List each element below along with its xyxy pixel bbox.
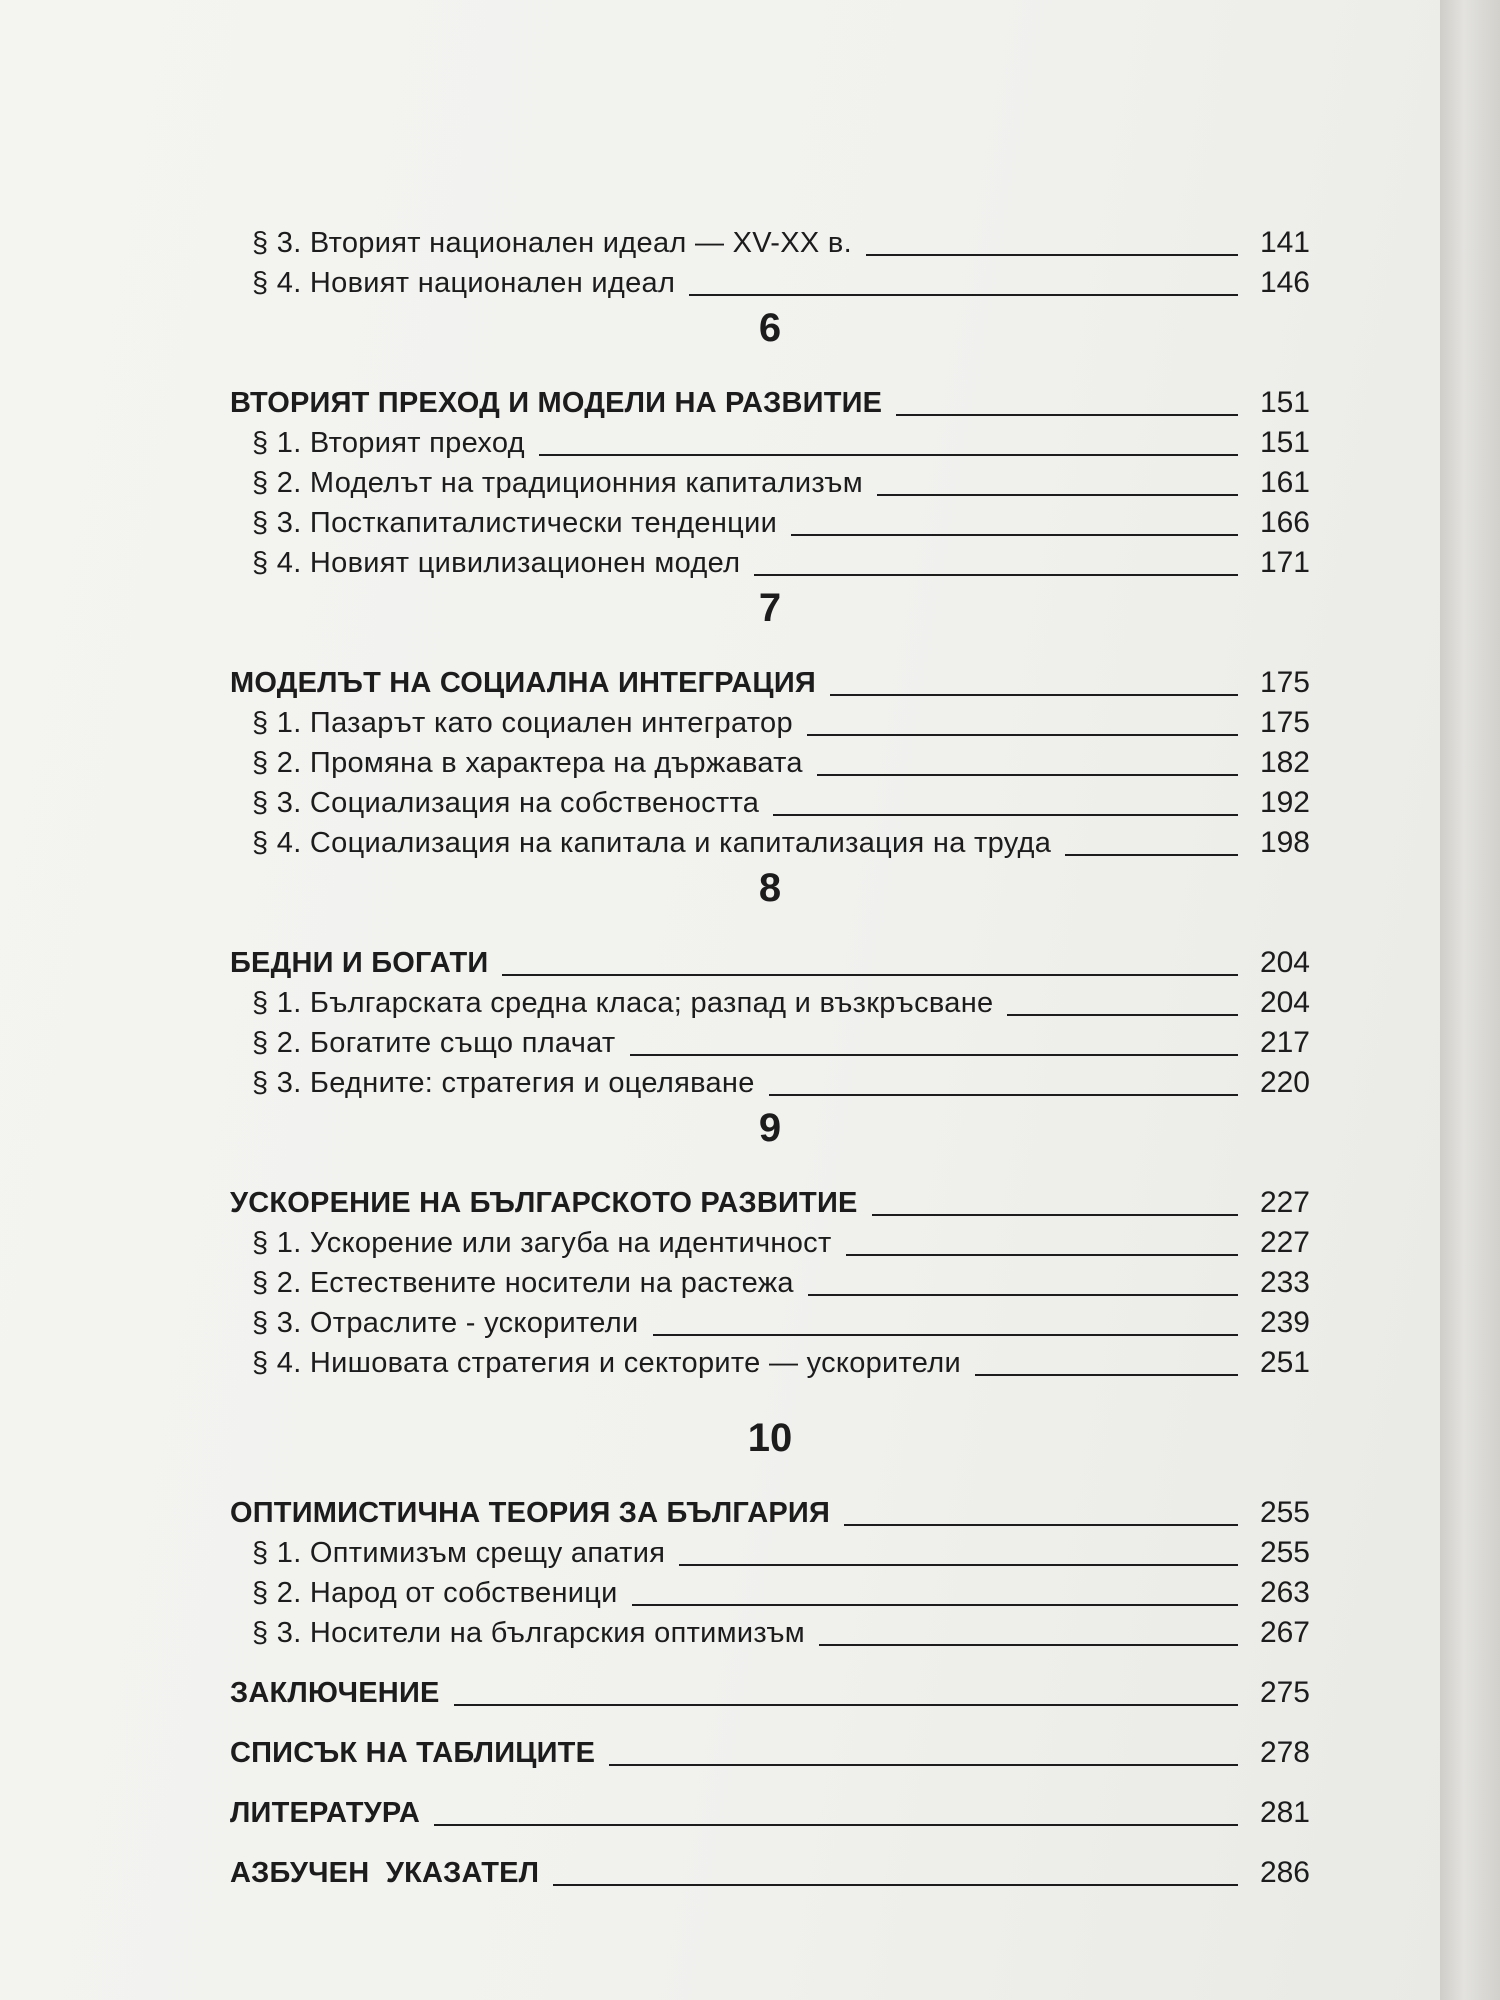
chapter-title: ОПТИМИСТИЧНА ТЕОРИЯ ЗА БЪЛГАРИЯ <box>230 1497 831 1529</box>
section-title: § 3. Вторият национален идеал — XV-XX в. <box>252 227 852 259</box>
page-number: 286 <box>1259 1856 1310 1889</box>
toc-section-entry <box>230 220 1310 260</box>
toc-section-entry <box>230 540 1310 580</box>
page-number: 182 <box>1259 746 1310 779</box>
leader-line <box>866 254 1238 256</box>
leader-line <box>630 1054 1239 1056</box>
leader-line <box>539 454 1238 456</box>
section-title: § 2. Промяна в характера на държавата <box>252 747 803 779</box>
page-number: 146 <box>1259 266 1310 299</box>
toc-section-entry <box>230 500 1310 540</box>
leader-line <box>975 1374 1238 1376</box>
leader-line <box>896 414 1238 416</box>
leader-line <box>609 1764 1238 1766</box>
page-number: 141 <box>1259 226 1310 259</box>
chapter-number: 9 <box>758 1106 782 1150</box>
toc-section-entry <box>230 460 1310 500</box>
toc-section-entry <box>230 1260 1310 1300</box>
section-title: § 1. Пазарът като социален интегратор <box>252 707 793 739</box>
leader-line <box>679 1564 1238 1566</box>
leader-line <box>830 694 1238 696</box>
chapter-title: УСКОРЕНИЕ НА БЪЛГАРСКОТО РАЗВИТИЕ <box>230 1187 858 1219</box>
toc-backmatter-entry <box>230 1730 1310 1770</box>
section-title: § 2. Моделът на традиционния капитализъм <box>252 467 863 499</box>
page-number: 255 <box>1259 1536 1310 1569</box>
chapter-title: БЕДНИ И БОГАТИ <box>230 947 489 979</box>
page-number: 251 <box>1259 1346 1310 1379</box>
toc-chapter-entry <box>230 660 1310 700</box>
section-title: § 1. Ускорение или загуба на идентичност <box>252 1227 832 1259</box>
page-number: 151 <box>1259 386 1310 419</box>
chapter-title: ВТОРИЯТ ПРЕХОД И МОДЕЛИ НА РАЗВИТИЕ <box>230 387 883 419</box>
leader-line <box>754 574 1238 576</box>
toc-backmatter-entry <box>230 1850 1310 1890</box>
toc-section-entry <box>230 820 1310 860</box>
backmatter-title: АЗБУЧЕН УКАЗАТЕЛ <box>230 1857 540 1889</box>
page-number: 255 <box>1259 1496 1310 1529</box>
section-title: § 2. Естествените носители на растежа <box>252 1267 794 1299</box>
section-title: § 3. Социализация на собствеността <box>252 787 760 819</box>
section-title: § 1. Вторият преход <box>252 427 525 459</box>
section-title: § 1. Българската средна класа; разпад и възкръсване <box>252 987 994 1019</box>
leader-line <box>791 534 1238 536</box>
page-number: 281 <box>1259 1796 1310 1829</box>
page-number: 175 <box>1259 666 1310 699</box>
page-number: 227 <box>1259 1226 1310 1259</box>
toc-section-entry <box>230 980 1310 1020</box>
page-number: 171 <box>1259 546 1310 579</box>
section-title: § 4. Новият цивилизационен модел <box>252 547 741 579</box>
toc-section-entry <box>230 1340 1310 1380</box>
section-title: § 3. Носители на българския оптимизъм <box>252 1617 806 1649</box>
backmatter-title: ЛИТЕРАТУРА <box>230 1797 421 1829</box>
leader-line <box>872 1214 1238 1216</box>
toc-backmatter-entry <box>230 1790 1310 1830</box>
section-title: § 3. Бедните: стратегия и оцеляване <box>252 1067 755 1099</box>
toc-section-entry <box>230 260 1310 300</box>
section-title: § 4. Нишовата стратегия и секторите — ускорители <box>252 1347 961 1379</box>
toc-chapter-entry <box>230 380 1310 420</box>
toc-section-entry <box>230 420 1310 460</box>
toc-section-entry <box>230 1570 1310 1610</box>
page-number: 263 <box>1259 1576 1310 1609</box>
page-number: 192 <box>1259 786 1310 819</box>
leader-line <box>807 734 1238 736</box>
page-number: 161 <box>1259 466 1310 499</box>
section-title: § 2. Народ от собственици <box>252 1577 618 1609</box>
toc-chapter-entry <box>230 940 1310 980</box>
leader-line <box>653 1334 1239 1336</box>
chapter-number: 7 <box>758 586 782 630</box>
page-edge <box>1440 0 1500 2000</box>
page-number: 227 <box>1259 1186 1310 1219</box>
toc-section-entry <box>230 1530 1310 1570</box>
toc-section-entry <box>230 700 1310 740</box>
leader-line <box>434 1824 1238 1826</box>
toc-section-entry <box>230 1060 1310 1100</box>
leader-line <box>817 774 1238 776</box>
toc-section-entry <box>230 1610 1310 1650</box>
leader-line <box>632 1604 1238 1606</box>
page-number: 204 <box>1259 986 1310 1019</box>
page-number: 233 <box>1259 1266 1310 1299</box>
page-number: 239 <box>1259 1306 1310 1339</box>
leader-line <box>1007 1014 1238 1016</box>
leader-line <box>877 494 1238 496</box>
leader-line <box>819 1644 1238 1646</box>
chapter-number: 6 <box>758 306 782 350</box>
page-number: 166 <box>1259 506 1310 539</box>
section-title: § 2. Богатите също плачат <box>252 1027 616 1059</box>
page-number: 151 <box>1259 426 1310 459</box>
leader-line <box>454 1704 1238 1706</box>
leader-line <box>689 294 1238 296</box>
toc-chapter-entry <box>230 1180 1310 1220</box>
page-number: 220 <box>1259 1066 1310 1099</box>
chapter-number: 10 <box>747 1416 793 1460</box>
page-number: 267 <box>1259 1616 1310 1649</box>
leader-line <box>1065 854 1238 856</box>
toc-section-entry <box>230 1220 1310 1260</box>
toc-section-entry <box>230 1020 1310 1060</box>
leader-line <box>769 1094 1238 1096</box>
leader-line <box>502 974 1238 976</box>
toc-section-entry <box>230 780 1310 820</box>
page-number: 217 <box>1259 1026 1310 1059</box>
toc-chapter-entry <box>230 1490 1310 1530</box>
page-number: 175 <box>1259 706 1310 739</box>
page-number: 278 <box>1259 1736 1310 1769</box>
leader-line <box>844 1524 1238 1526</box>
backmatter-title: ЗАКЛЮЧЕНИЕ <box>230 1677 440 1709</box>
toc-section-entry <box>230 1300 1310 1340</box>
backmatter-title: СПИСЪК НА ТАБЛИЦИТЕ <box>230 1737 596 1769</box>
section-title: § 1. Оптимизъм срещу апатия <box>252 1537 666 1569</box>
section-title: § 3. Посткапиталистически тенденции <box>252 507 778 539</box>
page-number: 198 <box>1259 826 1310 859</box>
section-title: § 4. Социализация на капитала и капитализация на труда <box>252 827 1052 859</box>
section-title: § 3. Отраслите - ускорители <box>252 1307 639 1339</box>
chapter-title: МОДЕЛЪТ НА СОЦИАЛНА ИНТЕГРАЦИЯ <box>230 667 816 699</box>
page-number: 204 <box>1259 946 1310 979</box>
toc-section-entry <box>230 740 1310 780</box>
leader-line <box>773 814 1238 816</box>
leader-line <box>846 1254 1238 1256</box>
chapter-number: 8 <box>758 866 782 910</box>
page-number: 275 <box>1259 1676 1310 1709</box>
toc-backmatter-entry <box>230 1670 1310 1710</box>
section-title: § 4. Новият национален идеал <box>252 267 676 299</box>
leader-line <box>553 1884 1238 1886</box>
leader-line <box>808 1294 1238 1296</box>
